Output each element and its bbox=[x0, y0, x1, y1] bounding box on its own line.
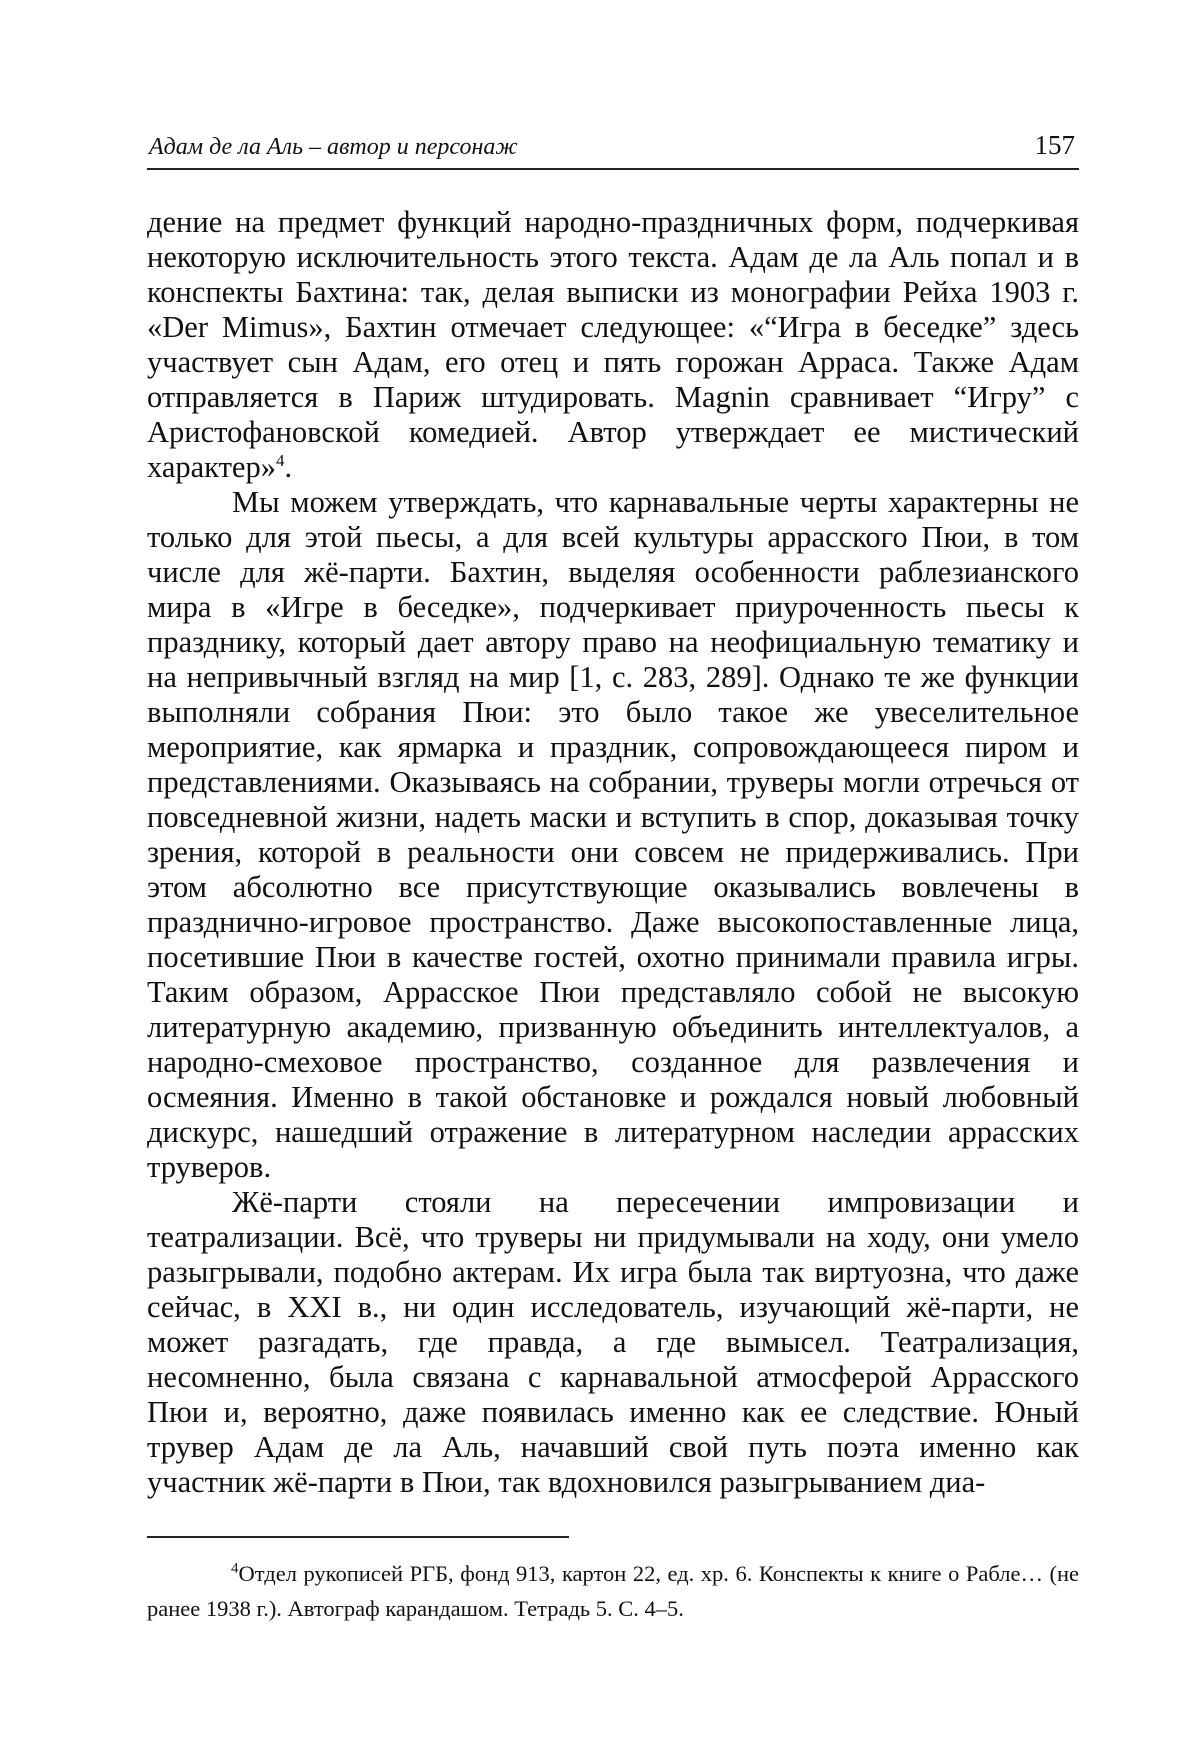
paragraph: Мы можем утверждать, что карнавальные черты характерны не только для этой пьесы, а для всей культуры аррасского Пюи, в том числе для жё-парти. Бахтин, выделяя особенности раблезианского мира в «Игре в беседке», подчеркивает приуроченность пьесы к празднику, который дает автору право на неофициальную тематику и на непривычный взгляд на мир [1, с. 283, 289]. Однако те же функции выполняли собрания Пюи: это было такое же увеселительное мероприятие, как ярмарка и праздник, сопровождающееся пиром и представлениями. Оказываясь на собрании, труверы могли отречься от повседневной жизни, надеть маски и вступить в спор, доказывая точку зрения, которой в реальности они совсем не придерживались. При этом абсолютно все присутствующие оказывались вовлечены в празднично-игровое пространство. Даже высокопоставленные лица, посетившие Пюи в качестве гостей, охотно принимали правила игры. Таким образом, Аррасское Пюи представляло собой не высокую литературную академию, призванную объединить интеллектуалов, а народно-смеховое пространство, созданное для развлечения и осмеяния. Именно в такой обстановке и рождался новый любовный дискурс, нашедший отражение в литературном наследии аррасских труверов. bbox=[147, 485, 1079, 1184]
paragraph-tail: . bbox=[284, 450, 293, 484]
footnote-reference[interactable]: 4 bbox=[275, 450, 285, 470]
paragraph-text: дение на предмет функций народно-праздничных форм, подчеркивая некоторую исключительность этого текста. Адам де ла Аль попал и в конспекты Бахтина: так, делая выписки из монографии Рейха 1903 г. «Der Mimus», Бахтин отмечает следующее: «“Игра в беседке” здесь участвует сын Адам, его отец и пять горожан Арраса. Также Адам отправляется в Париж штудировать. Magnin сравнивает “Игру” с Аристофановской комедией. Автор утверждает ее мистический характер» bbox=[147, 205, 1079, 484]
footnote-text: Отдел рукописей РГБ, фонд 913, картон 22, ед. хр. 6. Конспекты к книге о Рабле… (не ранее 1938 г.). Автограф карандашом. Тетрадь 5. С. 4–5. bbox=[147, 1561, 1079, 1621]
running-header bbox=[147, 128, 1079, 170]
running-title: Адам де ла Аль – автор и персонаж bbox=[149, 134, 518, 160]
footnote-marker: 4 bbox=[231, 1560, 239, 1577]
paragraph bbox=[147, 205, 1079, 485]
body-text bbox=[147, 205, 1079, 1500]
page-number: 157 bbox=[1034, 130, 1075, 160]
paragraph: Жё-парти стояли на пересечении импровизации и театрализации. Всё, что труверы ни придумывали на ходу, они умело разыгрывали, подобно актерам. Их игра была так виртуозна, что даже сейчас, в XXI в., ни один исследователь, изучающий жё-парти, не может разгадать, где правда, а где вымысел. Театрализация, несомненно, была связана с карнавальной атмосферой Аррасского Пюи и, вероятно, даже появилась именно как ее следствие. Юный трувер Адам де ла Аль, начавший свой путь поэта именно как участник жё-парти в Пюи, так вдохновился разыгрыванием диа- bbox=[147, 1185, 1079, 1499]
footnote bbox=[147, 1556, 1079, 1626]
footnote-divider bbox=[147, 1536, 569, 1538]
